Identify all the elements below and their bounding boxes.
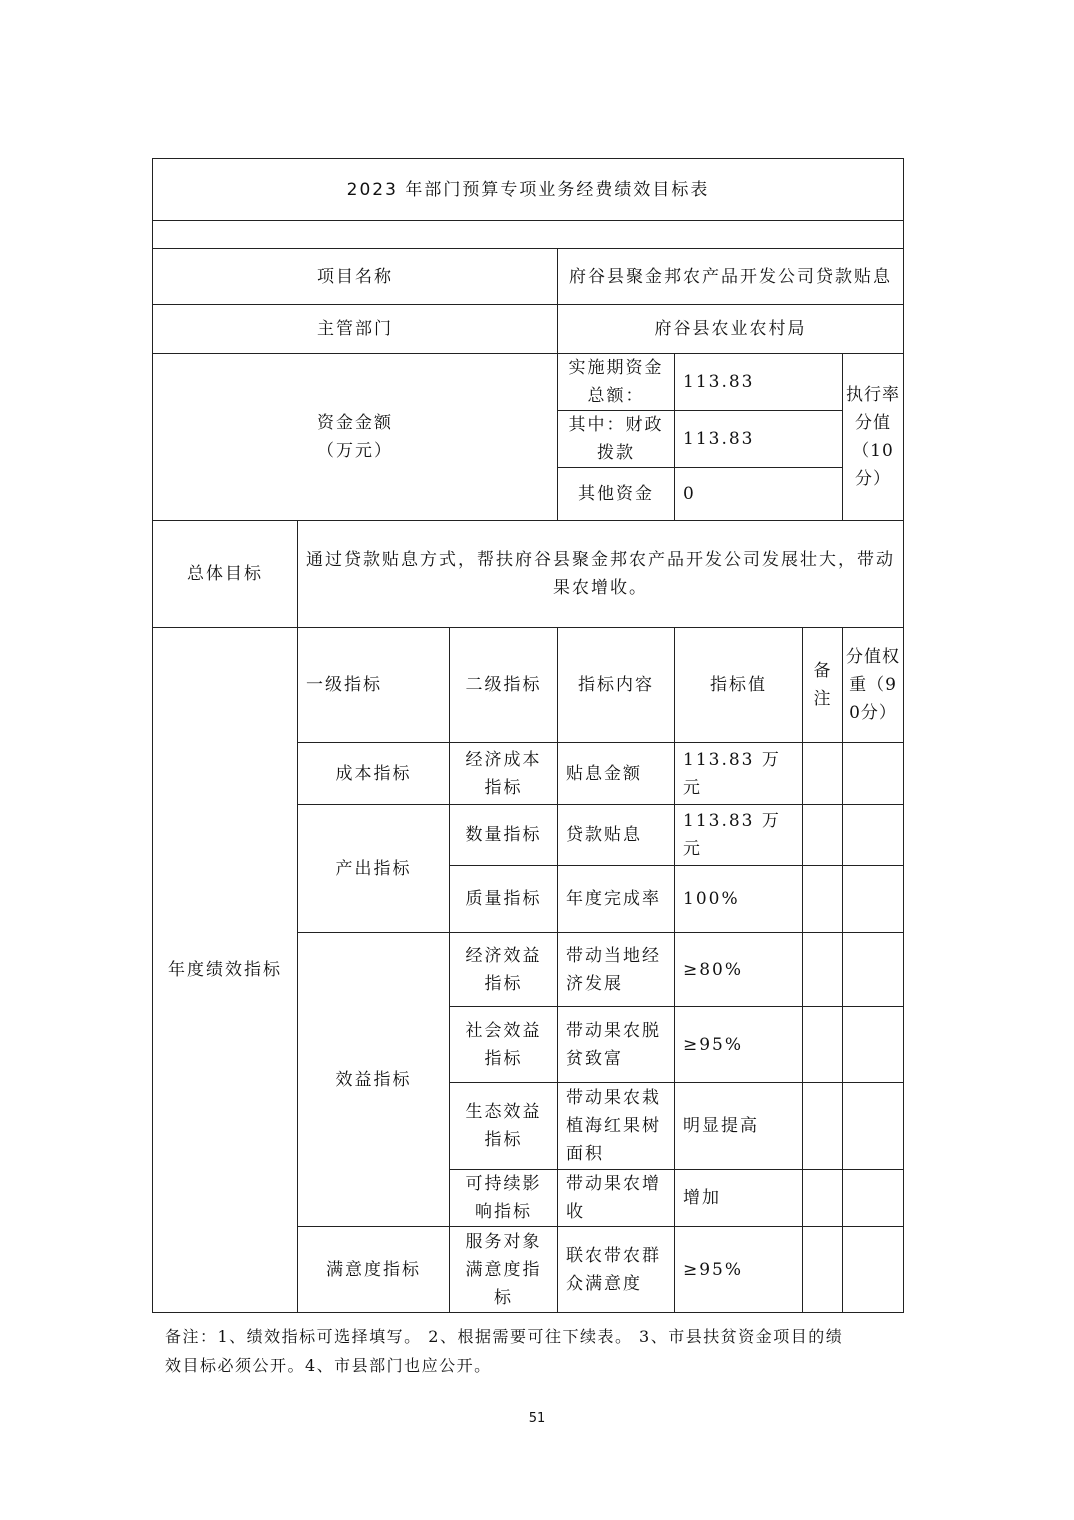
goal-label: 总体目标 <box>153 521 298 628</box>
group-output: 产出指标 <box>298 805 450 933</box>
row-remark <box>803 1170 843 1227</box>
row-level2: 数量指标 <box>450 805 558 866</box>
funds-fiscal-value: 113.83 <box>675 411 843 468</box>
row-value: 113.83 万元 <box>675 743 803 805</box>
row-weight <box>843 1083 904 1170</box>
row-value: ≥95% <box>675 1227 803 1313</box>
group-satisfaction: 满意度指标 <box>298 1227 450 1313</box>
row-level2: 经济效益指标 <box>450 933 558 1007</box>
row-remark <box>803 933 843 1007</box>
row-content: 带动当地经济发展 <box>558 933 675 1007</box>
row-weight <box>843 1227 904 1313</box>
dept-label: 主管部门 <box>153 305 558 354</box>
row-weight <box>843 743 904 805</box>
project-name-value: 府谷县聚金邦农产品开发公司贷款贴息 <box>558 249 904 305</box>
row-remark <box>803 866 843 933</box>
funds-total-value: 113.83 <box>675 354 843 411</box>
funds-other-value: 0 <box>675 468 843 521</box>
row-remark <box>803 1083 843 1170</box>
funds-total-label: 实施期资金总额： <box>558 354 675 411</box>
row-level2: 生态效益指标 <box>450 1083 558 1170</box>
funds-label <box>153 354 558 521</box>
row-content: 带动果农栽植海红果树面积 <box>558 1083 675 1170</box>
execution-score-label: 执行率分值（10分） <box>843 354 904 521</box>
header-content: 指标内容 <box>558 628 675 743</box>
row-level2: 经济成本指标 <box>450 743 558 805</box>
group-benefit: 效益指标 <box>298 933 450 1227</box>
header-weight: 分值权重（90分） <box>843 628 904 743</box>
funds-label-line1: 资金金额 <box>317 413 393 433</box>
row-content: 带动果农增收 <box>558 1170 675 1227</box>
project-name-label: 项目名称 <box>153 249 558 305</box>
row-level2: 质量指标 <box>450 866 558 933</box>
funds-fiscal-label: 其中：财政拨款 <box>558 411 675 468</box>
header-level1: 一级指标 <box>298 628 450 743</box>
row-content: 联农带农群众满意度 <box>558 1227 675 1313</box>
row-value: ≥80% <box>675 933 803 1007</box>
row-value: 100% <box>675 866 803 933</box>
row-remark <box>803 1007 843 1083</box>
row-content: 贴息金额 <box>558 743 675 805</box>
row-content: 年度完成率 <box>558 866 675 933</box>
row-remark <box>803 805 843 866</box>
header-value: 指标值 <box>675 628 803 743</box>
row-weight <box>843 933 904 1007</box>
row-weight <box>843 1170 904 1227</box>
footnote: 备注：1、绩效指标可选择填写。 2、根据需要可往下续表。 3、市县扶贫资金项目的绩效目标必须公开。4、市县部门也应公开。 <box>165 1327 844 1375</box>
dept-value: 府谷县农业农村局 <box>558 305 904 354</box>
page-number: 51 <box>528 1411 546 1426</box>
row-value: 明显提高 <box>675 1083 803 1170</box>
goal-text: 通过贷款贴息方式，帮扶府谷县聚金邦农产品开发公司发展壮大，带动果农增收。 <box>298 521 904 628</box>
row-value: 113.83 万元 <box>675 805 803 866</box>
row-content: 贷款贴息 <box>558 805 675 866</box>
header-level2: 二级指标 <box>450 628 558 743</box>
row-value: ≥95% <box>675 1007 803 1083</box>
funds-other-label: 其他资金 <box>558 468 675 521</box>
annual-label: 年度绩效指标 <box>153 628 298 1313</box>
row-level2: 可持续影响指标 <box>450 1170 558 1227</box>
row-level2: 社会效益指标 <box>450 1007 558 1083</box>
row-content: 带动果农脱贫致富 <box>558 1007 675 1083</box>
row-value: 增加 <box>675 1170 803 1227</box>
funds-label-line2: （万元） <box>317 441 393 461</box>
group-cost: 成本指标 <box>298 743 450 805</box>
page-title: 2023 年部门预算专项业务经费绩效目标表 <box>153 159 904 221</box>
row-level2: 服务对象满意度指标 <box>450 1227 558 1313</box>
performance-target-table <box>152 158 904 1313</box>
row-weight <box>843 1007 904 1083</box>
row-remark <box>803 1227 843 1313</box>
blank-row <box>153 221 904 249</box>
row-weight <box>843 866 904 933</box>
header-remark: 备注 <box>803 628 843 743</box>
row-weight <box>843 805 904 866</box>
row-remark <box>803 743 843 805</box>
